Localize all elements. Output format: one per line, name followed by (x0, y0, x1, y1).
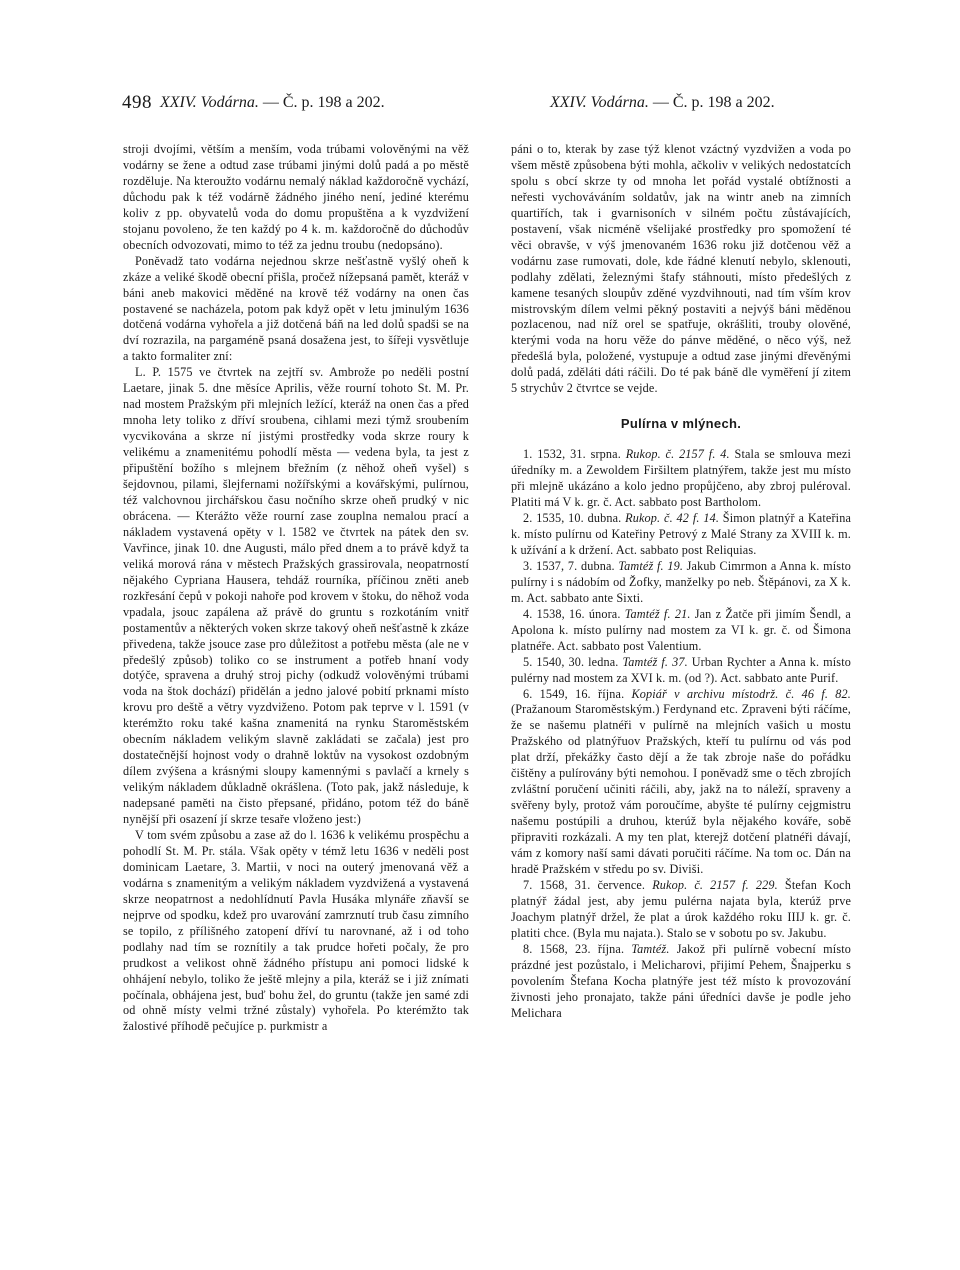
running-head (122, 92, 810, 116)
left-paragraph-4: V tom svém způsobu a zase až do l. 1636 k velikému prospěchu a pohodlí St. M. Pr. stála. Však opěty v témž letu 1636 v neděli post dominicam Laetare, 3. Martii, v noci na outerý jmenovaná věž a vodárna s znamenitým a velikým nákladem vyzdvižená a vystavená skrze neopatrnost a nedohlídnutí Pavla Husáka mlynáře zňavší se nejprve od spodku, kdež pro uvarování zamrznutí trub času zimního se topilo, z přílišného zatopení dříví tu narovnané, až i od toho podlahy nad tím se roznítily a tak prudce hořeti počaly, že pro prudkost a velikost ohně žádného přístupu ani pomoci lidské k ohhájení nebylo, toliko že ještě mlejny a pila, kteráž se i již znímati počínala, obhájena jest, buď bohu žel, do gruntu (takže jen samé zdi od ohně místy velmi tržné zůstaly) vyhořela. Po kterémžto tak žalostivé příhodě pečujíce p. purkmistr a (123, 827, 469, 1034)
entry-text: Jan z Žatče při jimím Šendl, a Apolona k. místo pulírny nad mostem za VI k. gr. č. od Šimona platnéře. Act. sabbato post Valentium. (511, 606, 851, 653)
running-head-left-ref: — Č. p. 198 a 202. (258, 94, 385, 111)
left-column (123, 142, 469, 1035)
entry-item (511, 655, 851, 687)
running-head-right-title: XXIV. Vodárna. (550, 94, 649, 111)
entry-source: Tamtéž f. 19. (618, 558, 684, 573)
entry-source: Tamtéž f. 21. (624, 606, 691, 621)
entry-source: Rukop. č. 2157 f. 4. (625, 447, 730, 462)
entry-source: Tamtéž. (631, 941, 670, 956)
text-columns (123, 142, 852, 1242)
entry-source: Tamtéž f. 37. (622, 654, 688, 669)
entry-text: Štefan Koch platnýř žádal jest, aby jemu pulérna najata byla, kterúž prve Joachym platnýř držel, že plat a úrok každého roku IIIJ k. gr. č. platiti chce. (Byla mu najata.). Stalo se v sobotu po sv. Jakubu. (511, 877, 851, 940)
entry-item (511, 559, 851, 607)
entry-item (511, 878, 851, 942)
entries-list (511, 447, 851, 1021)
running-head-right-ref: — Č. p. 198 a 202. (648, 94, 775, 111)
entry-item (511, 607, 851, 655)
entry-item (511, 687, 851, 878)
entry-date: 1. 1532, 31. srpna. (523, 447, 626, 462)
left-paragraph-2: Poněvadž tato vodárna nejednou skrze nešťastně vyšlý oheň k zkáze a veliké škodě obecní přišla, pročež nížepsaná pamět, kteráž v báni aneb makovici měděné na krově též vodárny na onen čas postavené se nacházela, potom pak když opět v letu jminulým 1636 dotčená vodárna vyhořela a již dotčená báň na led dolů spadši se na dví rozrazila, na pargaméně psaná dosažena jest, to šířeji vysvětluje a takto formaliter zní: (123, 253, 469, 364)
entry-source: Rukop. č. 2157 f. 229. (652, 877, 778, 892)
right-paragraph-1: páni o to, kterak by zase týž klenot vzáctný vyzdvižen a voda po všem městě způsobena býti mohla, ačkoliv v velikých nedostatcích spolu s obcí skrze ty od mnoha let pořád vystalé obtížnosti a neřesti vychováváním soldatův, jak na wintr aneb na zimních quartiřích, tak i gvarnisoních v silném počtu zůstávajících, postavení, však nicméně všelijaké prostředky pro spomožení té věci obravše, v výš jmenovaném 1636 roku již dotčenou věž a vodárnu zase rumovati, dole, kde řádné klenutí nebylo, sklenouti, podlahy zdělati, železnými štafy stáhnouti, místo předešlých z kamene tesaných sloupův zděné vyzdvihnouti, nad tím vším krov mistrovským dílem velmi pěkný postaviti a nejvýš báni měděnou pozlacenou, nad níž orel se spatřuje, okrášliti, trouby olověné, kterými voda na horu věže do pánve měděné, o něco výš, než předešlá byla, položené, vystupuje a odtud zase jinými dřevěnými dolů padá, zděláti dáti ráčili. Do té pak báně dle vyměření jí zitem 5 strychův 2 čtvrtce se vejde. (511, 142, 851, 396)
entry-text: Jakož při pulírně vobecní místo prázdné jest pozůstalo, i Melicharovi, přijimí Pehem, Šnajperku s povolením Štefana Kocha platnýře jest též místo k provozování živnosti jeho pronajato, takže páni úředníci davše je podle jeho Melichara (511, 941, 851, 1020)
running-head-left-title: XXIV. Vodárna. (160, 94, 259, 111)
left-paragraph-3: L. P. 1575 ve čtvrtek na zejtří sv. Ambrože po neděli postní Laetare, jinak 5. dne měsíce Aprilis, věže rourní tohoto St. M. Pr. nad mostem Pražským při mlejních ležící, kteráž na onen čas a před mnoha lety toliko z dříví sroubena, cihlami mezi týmž sroubením vycvikována a skrze ní jistými prostředky voda skrze roury k velikému a znamenitému pohodlí města — vedena byla, ta jest z připuštění božího s mlejnem břežním (z něhož oheň vyšel) s šejdovnou, pilami, šlejfernami nožířskými a kovářskými, pulírnou, též valchovnou jirchářskou času nočního skrze oheň prudký v nic obrácena. — Kterážto věže rourní zase zouplna nemalou prací a nákladem vystavená opěty v l. 1582 ve čtvrtek na pátek den sv. Vavřince, jinak 10. dne Augusti, málo před dnem a to právě když ta veliká morová rána v městech Pražských grassirovala, neopatrností nějakého Cypriana Hausera, tehdáž rourníka, příčinou zněti aneb rozkřesání čepů v pokoji nahoře pod krovem v štoku, do něhož voda vpadala, jsouc zapálena až právě do gruntu s rozkotáním vnitř postamentův a některých voken skrze takový oheň nešťastně k zkáze přivedena, takže jsouce zase pro důležitost a potřebu města (ale ne v předešlý způsob) toliko co se instrument a potřeb hnaní vody dotýče, spravena a druhý stroj pichy (odkudž volověnými trúbami voda na štok dochází) přidělán a jedno jalové pobití prknami místo krovu pro deště a větry vyzdviženo. Potom pak teprve v l. 1591 (v kterémžto roku také kašna znamenitá na rynku Staroměstském obecním nákladem velikým slavně zakládati se začala) jest pro dostatečnější hojnost vody o drahně loktův na vysokost ozdobným dílem zvýšena a krásnými sloupy kamennými s pavlačí a krnely s velikým nákladem důkladně okrášlena. (Toto pak, jakž následuje, k nadepsané paměti na čisto přepsané, přidáno, potom též do báně nynější při osazení jí skrze tesaře vloženo jest:) (123, 365, 469, 827)
entry-source: Kopiář v archivu místodrž. č. 46 f. 82. (631, 686, 851, 701)
entry-date: 3. 1537, 7. dubna. (523, 558, 619, 573)
running-head-right (550, 94, 775, 112)
entry-text: Jakub Cimrmon a Anna k. místo pulírny i s nádobím od Žofky, manželky po neb. Štěpánovi, za X k. m. Act. sabbato ante Sixti. (511, 558, 851, 605)
entry-date: 7. 1568, 31. července. (523, 877, 653, 892)
entry-text: Stala se smlouva mezi úředníky m. a Zewoldem Firšiltem platnýřem, takže jest mu místo při mlejně ukázáno a kolo jedno propůjčeno, aby zbroj puléroval. Platiti má V k. gr. č. Act. sabbato post Bartholom. (511, 447, 852, 510)
right-column (511, 142, 851, 1022)
entry-date: 4. 1538, 16. února. (523, 606, 625, 621)
entry-date: 2. 1535, 10. dubna. (523, 511, 626, 526)
running-head-left (160, 94, 385, 112)
left-paragraph-1: stroji dvojími, větším a menším, voda trúbami volověnými na věž vodárny se žene a odtud zase trúbami jinými dolů padá a po městě rozděluje. Na kteroužto vodárnu nemalý náklad každoročně vychází, důchodu pak k též vodárně žádného jiného není, jediné kterému koliv z pp. obyvatelů voda do domu propuštěna a k vyzdvižení stojanu povoleno, že ten každý po 4 k. m. každoročně do důchodův obecních odvozovati, mimo to též za jednu troubu (nedopsáno). (123, 142, 469, 252)
entry-text: Šimon platnýř a Kateřina k. místo pulírnu od Kateřiny Petrový z Malé Strany za XVIII k. m. k užívání a k držení. Act. sabbato post Reliquias. (511, 511, 851, 557)
entry-source: Rukop. č. 42 f. 14. (625, 511, 720, 526)
entry-text: Urban Rychter a Anna k. místo pulérny nad mostem za XVI k. m. (od ?). Act. sabbato ante Purif. (511, 654, 851, 685)
entry-text: (Pražanoum Staroměstským.) Ferdynand etc. Zpraveni býti ráčíme, že se našemu platnéři v pulírně na mlejních vašich u mostu Pražského od platnýřuov Pražských, kteří tu pulírnu od vás pod plat drží, překážky často dějí a že tak zbroje naše do pořádku čištěny a pulírovány býti nemohou. I poněvadž sme o těch zbrojích zvláštní poručení učiniti ráčili, aby, jakž na to náleží, spraveny a svěřeny byly, protož vám poroučíme, abyšte té pulírny cejgmistru našemu postúpili a druhou, kterúž byla nějakého kováře, sobě připraviti rozkázali. A my ten plat, kterejž dotčení platnéři dávají, vám z komory naší sami dávati poručiti ráčíme. Na tom oc. Dán na hradě Pražském v středu po sv. Diviši. (511, 702, 851, 876)
page-number: 498 (122, 92, 152, 113)
section-heading: Pulírna v mlýnech. (620, 416, 742, 432)
entry-item (511, 511, 851, 559)
entry-date: 8. 1568, 23. října. (523, 941, 632, 956)
entry-date: 5. 1540, 30. ledna. (523, 654, 623, 669)
entry-date: 6. 1549, 16. října. (523, 686, 632, 701)
entry-item (511, 447, 851, 511)
entry-item (511, 942, 851, 1022)
